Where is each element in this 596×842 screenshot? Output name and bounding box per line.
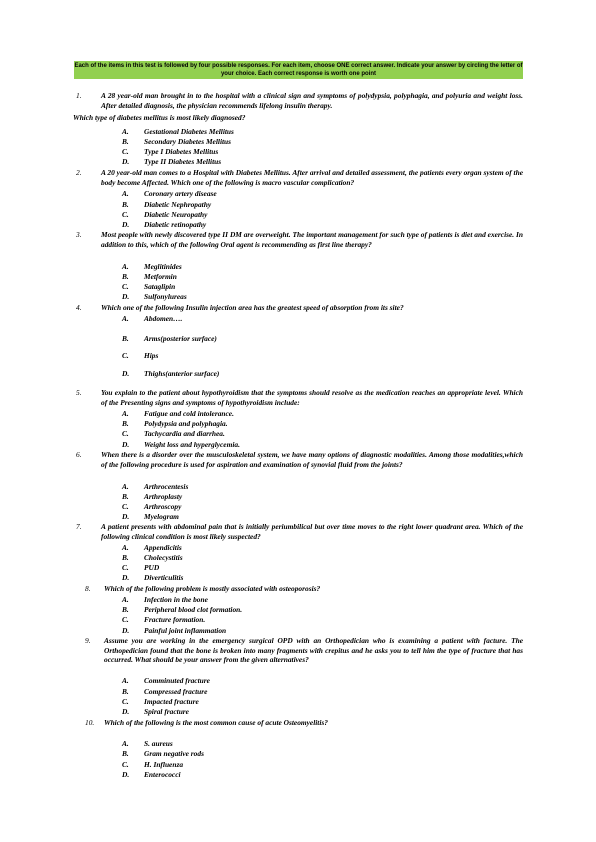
question-text: Which one of the following Insulin injection area has the greatest speed of absorption from its site?: [101, 303, 404, 312]
option-text: H. Influenza: [144, 760, 184, 769]
option-letter: B.: [122, 200, 129, 209]
option-letter: D.: [122, 369, 130, 378]
option-text: Compressed fracture: [144, 687, 208, 696]
option-text: Peripheral blood clot formation.: [144, 605, 243, 614]
option-letter: C.: [122, 429, 129, 438]
option-letter: D.: [122, 440, 130, 449]
option-text: Comminuted fracture: [144, 676, 210, 685]
option-letter: C.: [122, 210, 129, 219]
option-letter: D.: [122, 770, 130, 779]
instructions-banner: Each of the items in this test is followed by four possible responses. For each item, choose ONE correct answer. Indicate your answer by circling the letter of your choice. Each correct response is worth one point: [74, 63, 523, 77]
question-text: Which of the following problem is mostly associated with osteoporosis?: [104, 584, 321, 593]
option-text: PUD: [144, 563, 160, 572]
option-letter: D.: [122, 292, 130, 301]
option-letter: C.: [122, 760, 129, 769]
option-text: Hips: [144, 351, 159, 360]
option-text: Painful joint inflammation: [144, 626, 227, 635]
option-text: Fatigue and cold intolerance.: [144, 409, 234, 418]
question-number: 3.: [76, 230, 82, 239]
question-text: Assume you are working in the emergency surgical OPD with an Orthopedician who is examining a patient with facture. The Orthopedician found that the bone is broken into many fragments with crepitus and he asks you to tell him the type of fracture that has occurred. What should be your answer from the given alternatives?: [104, 636, 523, 664]
option-letter: D.: [122, 573, 130, 582]
option-text: Tachycardia and diarrhea.: [144, 429, 225, 438]
option-letter: C.: [122, 282, 129, 291]
option-letter: D.: [122, 157, 130, 166]
question-text: Which of the following is the most common cause of acute Osteomyelitis?: [104, 718, 328, 727]
option-text: Meglitinides: [144, 262, 182, 271]
option-letter: A.: [122, 189, 129, 198]
option-text: Gestational Diabetes Mellitus: [144, 127, 234, 136]
option-letter: C.: [122, 563, 129, 572]
option-letter: D.: [122, 512, 130, 521]
option-letter: B.: [122, 419, 129, 428]
question-tail: Which type of diabetes mellitus is most likely diagnosed?: [73, 113, 246, 122]
option-letter: D.: [122, 220, 130, 229]
question-number: 1.: [76, 91, 82, 100]
option-letter: B.: [122, 272, 129, 281]
option-text: Cholecystitis: [144, 553, 183, 562]
question-number: 2.: [76, 168, 82, 177]
option-letter: A.: [122, 262, 129, 271]
option-text: Gram negative rods: [144, 749, 204, 758]
question-text: A 20 year-old man comes to a Hospital with Diabetes Mellitus. After arrival and detailed assessment, the patients every organ system of the body become Affected. Which one of the following is macro vascular complication?: [101, 168, 523, 187]
option-letter: A.: [122, 543, 129, 552]
option-text: Diverticulitis: [144, 573, 184, 582]
option-text: Spiral fracture: [144, 707, 189, 716]
option-text: Arthroplasty: [144, 492, 183, 501]
question-number: 5.: [76, 388, 82, 397]
option-letter: C.: [122, 351, 129, 360]
option-text: Enterococci: [144, 770, 181, 779]
option-text: Arthrocentesis: [144, 482, 189, 491]
option-text: Diabetic retinopathy: [144, 220, 207, 229]
question-text: A 28 year-old man brought in to the hospital with a clinical sign and symptoms of polydypsia, polyphagia, and polyuria and weight loss. After detailed diagnosis, the physician recommends lifelong insulin therapy.: [101, 91, 523, 110]
option-text: Diabetic Neuropathy: [144, 210, 208, 219]
option-text: Arms(posterior surface): [144, 334, 217, 343]
option-text: S. aureus: [144, 739, 173, 748]
option-text: Secondary Diabetes Mellitus: [144, 137, 232, 146]
question-text: When there is a disorder over the musculoskeletal system, we have many options of diagnostic modalities. Among those modalities,which of the following procedure is used for aspiration and examination of synovial fluid from the joints?: [101, 450, 523, 469]
option-letter: D.: [122, 707, 130, 716]
option-letter: A.: [122, 595, 129, 604]
option-text: Fracture formation.: [144, 615, 206, 624]
option-letter: C.: [122, 502, 129, 511]
option-letter: A.: [122, 676, 129, 685]
option-letter: A.: [122, 314, 129, 323]
option-letter: A.: [122, 409, 129, 418]
option-text: Diabetic Nephropathy: [144, 200, 212, 209]
option-text: Sulfonylureas: [144, 292, 187, 301]
question-number: 7.: [76, 522, 82, 531]
option-text: Impacted fracture: [144, 697, 199, 706]
option-letter: B.: [122, 687, 129, 696]
question-number: 8.: [85, 584, 91, 593]
option-letter: B.: [122, 492, 129, 501]
question-number: 4.: [76, 303, 82, 312]
option-letter: B.: [122, 137, 129, 146]
option-text: Polydypsia and polyphagia.: [144, 419, 228, 428]
option-text: Appendicitis: [144, 543, 182, 552]
option-letter: C.: [122, 697, 129, 706]
option-text: Myelogram: [144, 512, 179, 521]
option-text: Type II Diabetes Mellitus: [144, 157, 222, 166]
option-letter: C.: [122, 615, 129, 624]
option-text: Weight loss and hyperglycemia.: [144, 440, 240, 449]
option-letter: A.: [122, 127, 129, 136]
option-text: Metformin: [144, 272, 177, 281]
option-letter: C.: [122, 147, 129, 156]
question-number: 10.: [85, 718, 95, 727]
option-text: Coronary artery disease: [144, 189, 217, 198]
option-text: Type I Diabetes Mellitus: [144, 147, 219, 156]
option-text: Abdomen….: [144, 314, 183, 323]
question-text: Most people with newly discovered type II DM are overweight. The important management for such type of patients is diet and exercise. In addition to this, which of the following Oral agent is recommending as first line therapy?: [101, 230, 523, 249]
option-letter: B.: [122, 553, 129, 562]
option-letter: A.: [122, 739, 129, 748]
option-text: Arthroscopy: [144, 502, 182, 511]
question-text: A patient presents with abdominal pain that is initially periumbilical but over time moves to the right lower quadrant area. Which of the following clinical condition is most likely suspected?: [101, 522, 523, 541]
option-text: Infection in the bone: [144, 595, 208, 604]
option-letter: B.: [122, 749, 129, 758]
option-text: Sataglipin: [144, 282, 176, 291]
question-number: 9.: [85, 636, 91, 645]
option-letter: B.: [122, 334, 129, 343]
option-text: Thighs(anterior surface): [144, 369, 220, 378]
option-letter: B.: [122, 605, 129, 614]
question-text: You explain to the patient about hypothyroidism that the symptoms should resolve as the medication reaches an appropriate level. Which of the Presenting signs and symptoms of hypothyroidism include:: [101, 388, 523, 407]
question-number: 6.: [76, 450, 82, 459]
option-letter: A.: [122, 482, 129, 491]
option-letter: D.: [122, 626, 130, 635]
